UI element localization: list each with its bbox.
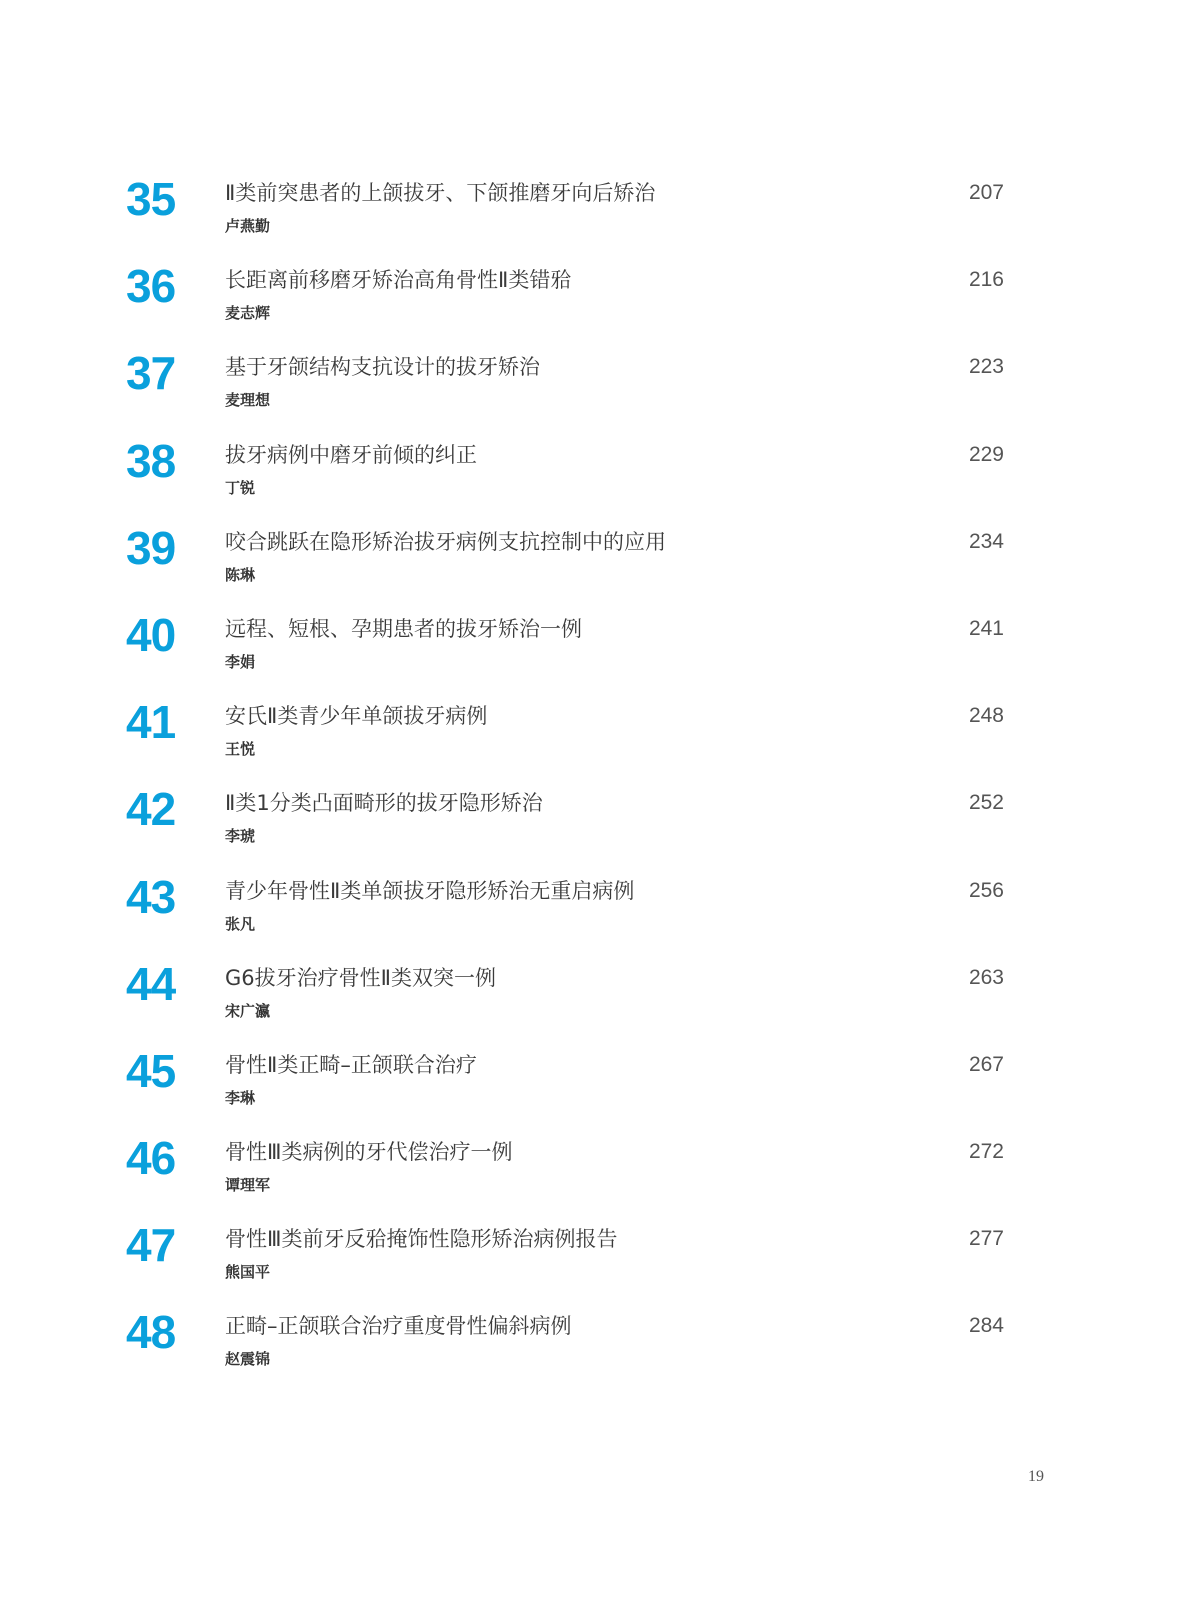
- toc-entry[interactable]: [0, 519, 1178, 606]
- toc-entry[interactable]: [0, 868, 1178, 955]
- chapter-page-number: 241: [968, 616, 1004, 640]
- chapter-title: 咬合跳跃在隐形矫治拔牙病例支抗控制中的应用: [225, 529, 666, 554]
- chapter-title: Ⅱ类1分类凸面畸形的拔牙隐形矫治: [225, 791, 543, 816]
- chapter-author: 李娟: [225, 652, 256, 671]
- chapter-number: 47: [126, 1219, 176, 1272]
- chapter-author: 王悦: [225, 740, 256, 759]
- chapter-number: 38: [126, 434, 176, 487]
- toc-entry[interactable]: [0, 257, 1178, 344]
- toc-entry[interactable]: [0, 1129, 1178, 1216]
- chapter-title: 骨性Ⅲ类病例的牙代偿治疗一例: [225, 1140, 513, 1165]
- chapter-title: 基于牙颌结构支抗设计的拔牙矫治: [225, 355, 540, 380]
- toc-entry[interactable]: [0, 780, 1178, 867]
- chapter-title: 安氏Ⅱ类青少年单颌拔牙病例: [225, 704, 488, 729]
- chapter-number: 39: [126, 521, 176, 574]
- chapter-page-number: 267: [968, 1052, 1004, 1076]
- chapter-page-number: 216: [968, 268, 1004, 292]
- chapter-page-number: 229: [968, 442, 1004, 466]
- chapter-number: 36: [126, 260, 176, 313]
- toc-entry[interactable]: [0, 1216, 1178, 1303]
- chapter-title: 正畸–正颌联合治疗重度骨性偏斜病例: [225, 1314, 572, 1339]
- chapter-author: 赵震锦: [225, 1350, 271, 1369]
- chapter-page-number: 272: [968, 1140, 1004, 1164]
- toc-entry[interactable]: [0, 170, 1178, 257]
- chapter-title: 远程、短根、孕期患者的拔牙矫治一例: [225, 616, 582, 641]
- chapter-page-number: 248: [968, 704, 1004, 728]
- table-of-contents: [0, 170, 1178, 1391]
- chapter-author: 卢燕勤: [225, 217, 271, 235]
- chapter-title: 拔牙病例中磨牙前倾的纠正: [225, 442, 477, 467]
- chapter-author: 谭理军: [225, 1176, 271, 1195]
- chapter-number: 41: [126, 696, 176, 749]
- chapter-author: 麦理想: [225, 391, 271, 410]
- chapter-author: 丁锐: [225, 478, 256, 497]
- chapter-author: 熊国平: [225, 1263, 271, 1282]
- chapter-number: 44: [126, 957, 176, 1010]
- chapter-page-number: 263: [968, 965, 1004, 989]
- chapter-author: 陈琳: [225, 565, 256, 584]
- chapter-number: 48: [126, 1306, 176, 1359]
- chapter-number: 45: [126, 1044, 176, 1097]
- toc-entry[interactable]: [0, 1303, 1178, 1390]
- chapter-author: 李琳: [225, 1088, 256, 1107]
- toc-entry[interactable]: [0, 606, 1178, 693]
- chapter-title: G6拔牙治疗骨性Ⅱ类双突一例: [225, 965, 496, 990]
- chapter-page-number: 256: [968, 878, 1004, 902]
- chapter-title: 长距离前移磨牙矫治高角骨性Ⅱ类错𬌗: [225, 268, 572, 293]
- chapter-number: 43: [126, 870, 176, 923]
- toc-entry[interactable]: [0, 1042, 1178, 1129]
- toc-entry[interactable]: [0, 432, 1178, 519]
- chapter-page-number: 277: [968, 1227, 1004, 1251]
- chapter-title: 青少年骨性Ⅱ类单颌拔牙隐形矫治无重启病例: [225, 878, 635, 903]
- chapter-page-number: 207: [968, 181, 1004, 204]
- chapter-number: 35: [126, 173, 176, 225]
- chapter-number: 46: [126, 1132, 176, 1185]
- chapter-page-number: 223: [968, 355, 1004, 379]
- toc-entry[interactable]: [0, 344, 1178, 431]
- chapter-title: 骨性Ⅲ类前牙反𬌗掩饰性隐形矫治病例报告: [225, 1227, 618, 1252]
- chapter-author: 麦志辉: [225, 304, 271, 323]
- chapter-page-number: 284: [968, 1314, 1004, 1338]
- toc-entry[interactable]: [0, 693, 1178, 780]
- chapter-page-number: 234: [968, 529, 1004, 553]
- toc-entry[interactable]: [0, 955, 1178, 1042]
- chapter-author: 李琥: [225, 827, 256, 846]
- chapter-author: 宋广瀛: [225, 1001, 271, 1020]
- chapter-title: 骨性Ⅱ类正畸–正颌联合治疗: [225, 1052, 477, 1077]
- chapter-author: 张凡: [225, 914, 256, 933]
- page-folio: 19: [1028, 1468, 1044, 1485]
- chapter-number: 37: [126, 347, 176, 400]
- chapter-number: 42: [126, 783, 176, 836]
- chapter-number: 40: [126, 608, 176, 661]
- chapter-title: Ⅱ类前突患者的上颌拔牙、下颌推磨牙向后矫治: [225, 181, 656, 205]
- chapter-page-number: 252: [968, 791, 1004, 815]
